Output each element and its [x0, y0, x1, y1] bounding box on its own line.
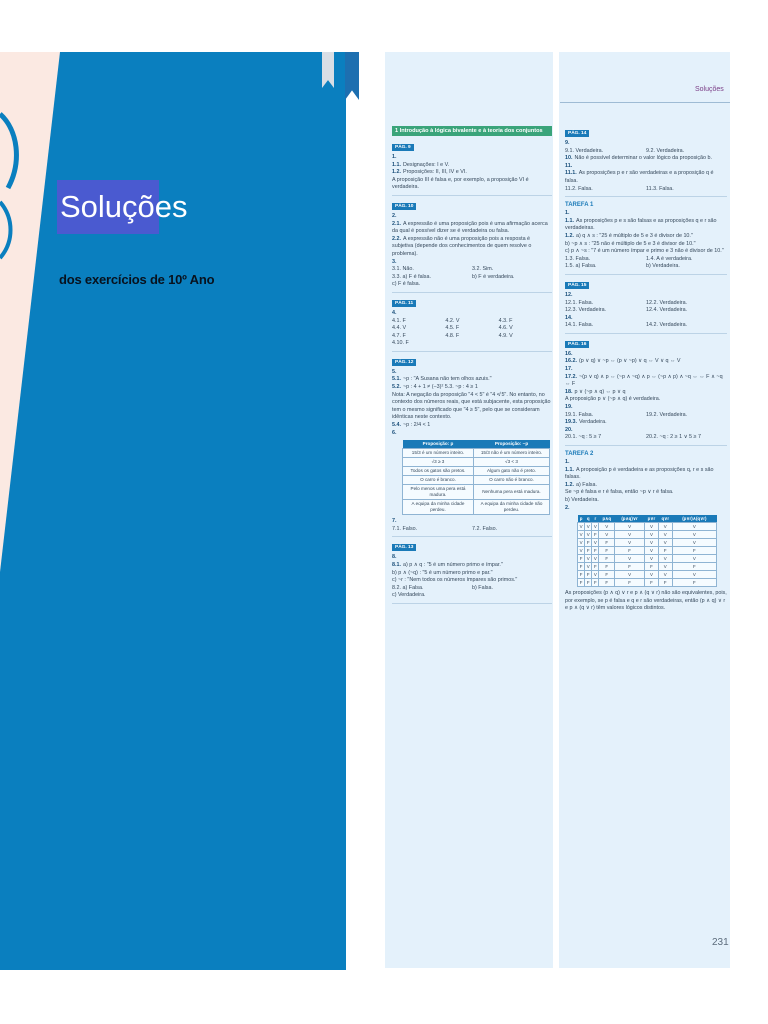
truth-table-cell: V: [615, 571, 645, 579]
answer-line: [565, 233, 727, 241]
answer-cell: 4.10. F: [392, 340, 409, 347]
answer-text: ~p : 2/4 < 1: [403, 422, 431, 429]
answer-text: A proposição p ∨ (~p ∧ q) é verdadeira.: [565, 396, 661, 403]
answer-number: 12.: [565, 291, 573, 298]
page-reference-tag: PÁG. 16: [565, 341, 589, 348]
answer-line: [565, 396, 727, 404]
answer-number: 11.1.: [565, 170, 577, 177]
answer-number: 11.: [565, 162, 573, 169]
answer-cell: 12.3. Verdadeira.: [565, 307, 607, 314]
answer-row: [392, 274, 552, 282]
answer-number: 18.: [565, 388, 573, 395]
bookmark-ribbon-right: [345, 52, 359, 100]
answer-row: [392, 325, 552, 333]
answer-number: 10.: [565, 155, 573, 162]
proposition-negation-table: [402, 440, 550, 515]
answer-line: [392, 236, 552, 259]
truth-table-cell: V: [592, 555, 599, 563]
truth-table-cell: F: [615, 579, 645, 587]
answer-line: [565, 427, 727, 435]
page-reference-tag: PÁG. 10: [392, 203, 416, 210]
answer-row: [565, 322, 727, 330]
truth-table-cell: V: [615, 523, 645, 531]
answer-row: [392, 526, 552, 534]
answer-line: [392, 177, 552, 192]
answer-cell: 20.1. ~q : 5 ≥ 7: [565, 434, 602, 441]
answer-number: 19.3.: [565, 419, 577, 426]
answer-cell: b) Falsa.: [472, 584, 493, 591]
truth-table-cell: F: [599, 555, 615, 563]
truth-table-cell: F: [672, 579, 716, 587]
truth-table-cell: V: [578, 539, 585, 547]
section-separator: [392, 351, 552, 352]
answer-line: [392, 259, 552, 267]
answer-number: 2.1.: [392, 220, 401, 227]
truth-table-cell: V: [658, 539, 672, 547]
table-cell: O carro é branco.: [403, 476, 474, 485]
truth-table-cell: F: [615, 547, 645, 555]
section-separator: [392, 195, 552, 196]
answer-cell: 12.4. Verdadeira.: [646, 307, 688, 314]
truth-table-header: q: [585, 515, 592, 523]
truth-table-cell: F: [592, 531, 599, 539]
truth-table-cell: V: [592, 571, 599, 579]
answer-cell: 7.2. Falso.: [472, 525, 498, 532]
answer-number: 17.2.: [565, 373, 577, 380]
answer-line: [392, 384, 552, 392]
answer-cell: c) Verdadeira.: [392, 592, 426, 599]
answer-text: a) p ∧ q : "5 é um número primo e ímpar.": [403, 562, 503, 568]
answer-line: [565, 210, 727, 218]
answer-number: 8.: [392, 554, 397, 561]
answer-number: 7.: [392, 518, 397, 525]
answer-cell: 1.4. A é verdadeira.: [646, 255, 693, 262]
truth-table-cell: V: [599, 531, 615, 539]
page-header-tag: Soluções: [695, 86, 724, 93]
truth-table-cell: F: [578, 555, 585, 563]
answer-line: [565, 218, 727, 233]
answer-text: As proposições p e s são falsas e as proposições q e r são verdadeiras.: [565, 217, 717, 232]
answer-text: a) q ∧ s : "25 é múltiplo de 5 e 3 é divisor de 10.": [576, 232, 693, 239]
solutions-column-right: [565, 126, 727, 613]
answer-number: 4.: [392, 309, 397, 316]
answer-line: [392, 518, 552, 526]
answer-row: [565, 148, 727, 156]
answer-row: [565, 263, 727, 271]
answer-number: 2.: [392, 212, 397, 219]
answer-cell: 4.7. F: [392, 332, 406, 339]
answer-text: c) p ∧ ~s : "7 é um número ímpar e primo e 3 não é divisor de 10.": [565, 248, 724, 255]
truth-table-cell: V: [615, 531, 645, 539]
answer-line: [565, 374, 727, 389]
answer-text: Proposições: II, III, IV e VI.: [403, 169, 467, 176]
answer-text: As proposições p e r são verdadeiras e a proposição q é falsa.: [565, 170, 714, 184]
answer-text: ~(p ∨ q) ∧ p ⇔ (~p ∧ ~q) ∧ p ⇔ (~p ∧ p) ∧ ~q ⇔ ⇔ F ∧ ~q ⇔ F: [565, 373, 723, 388]
table-cell: 15/3 é um número inteiro.: [403, 449, 474, 458]
table-header: Proposição: ~p: [473, 440, 549, 449]
answer-number: 16.2.: [565, 358, 577, 365]
answer-text: Nota: A negação da proposição "4 < 5" é "4 ≮ 5". No entanto, no contexto dos números reais, que está subjacente, esta proposição tem o mesmo significado que "4 ≥ 5", pelo que se consideram idênticas neste contexto.: [392, 391, 551, 421]
answer-row: [392, 592, 552, 600]
answer-number: 17.: [565, 366, 573, 373]
truth-table-cell: V: [645, 539, 659, 547]
table-cell: 15/3 não é um número inteiro.: [473, 449, 549, 458]
section-separator: [565, 274, 727, 275]
truth-table-cell: F: [615, 563, 645, 571]
answer-cell: [445, 340, 498, 348]
answer-line: [565, 358, 727, 366]
truth-table-cell: F: [585, 547, 592, 555]
truth-table-header: (p∧q)∨r: [615, 515, 645, 523]
answer-number: 1.1.: [565, 217, 574, 224]
answer-line: [392, 369, 552, 377]
truth-table-cell: F: [578, 579, 585, 587]
truth-table-cell: V: [658, 531, 672, 539]
answer-row: [565, 434, 727, 442]
answer-number: 5.: [392, 368, 397, 375]
answer-cell: c) F é falsa.: [392, 281, 421, 288]
cover-title: Soluções: [57, 180, 159, 234]
truth-table-cell: F: [599, 579, 615, 587]
answer-row: [565, 186, 727, 194]
answer-cell: 12.2. Verdadeira.: [646, 299, 688, 306]
answer-line: [565, 404, 727, 412]
answer-cell: 9.1. Verdadeira.: [565, 147, 604, 154]
truth-table-cell: V: [672, 531, 716, 539]
answer-cell: 4.3. F: [498, 317, 513, 324]
section-separator: [392, 536, 552, 537]
truth-table-cell: F: [645, 579, 659, 587]
answer-line: [565, 140, 727, 148]
truth-table-cell: V: [585, 531, 592, 539]
answer-line: [565, 241, 727, 249]
truth-table-header: (p∨r)∧(q∨r): [672, 515, 716, 523]
task-heading: TAREFA 1: [565, 202, 594, 209]
truth-table-header: p∨r: [645, 515, 659, 523]
answer-text: A expressão não é uma proposição pois a resposta é subjetiva (depende dos conhecimentos de quem resolve o problema).: [392, 235, 532, 257]
truth-table-cell: V: [585, 523, 592, 531]
truth-table-cell: V: [615, 539, 645, 547]
answer-text: b) p ∧ (~q) : "5 é um número primo e par.": [392, 569, 493, 576]
truth-table-cell: F: [592, 579, 599, 587]
task-heading: TAREFA 2: [565, 451, 594, 457]
answer-number: 1.: [565, 459, 570, 465]
page-reference-tag: PÁG. 12: [392, 359, 416, 366]
truth-table-cell: F: [672, 563, 716, 571]
answer-cell: 4.4. V: [392, 325, 407, 332]
table-cell: A equipa da minha cidade perdeu.: [403, 500, 474, 515]
answer-row: [392, 340, 552, 348]
truth-table-cell: V: [645, 523, 659, 531]
answer-line: [392, 162, 552, 170]
answer-line: [565, 170, 727, 185]
truth-table-cell: V: [615, 555, 645, 563]
answer-row: [565, 412, 727, 420]
truth-table: [577, 515, 717, 587]
answer-line: [565, 482, 727, 490]
answer-cell: b) Verdadeira.: [646, 263, 680, 270]
truth-table-cell: F: [599, 571, 615, 579]
answer-text: Verdadeira.: [579, 419, 607, 426]
answer-number: 20.: [565, 426, 573, 433]
page-reference-tag: PÁG. 9: [392, 144, 414, 151]
table-cell: A equipa da minha cidade não perdeu.: [473, 500, 549, 515]
answer-cell: 11.3. Falsa.: [646, 185, 674, 192]
answer-text: ~p : 4 + 1 ≠ (−3)² 5.3. ~p : 4 ≥ 1: [403, 384, 478, 391]
table-cell: Pelo menos uma pera está madura.: [403, 485, 474, 500]
answer-cell: 8.2. a) Falsa.: [392, 584, 424, 591]
truth-table-cell: V: [599, 523, 615, 531]
answer-line: [565, 389, 727, 397]
answer-text: a) Falsa.: [576, 481, 597, 488]
table-cell: Nenhuma pera está madura.: [473, 485, 549, 500]
truth-table-cell: V: [672, 523, 716, 531]
answer-cell: 3.1. Não.: [392, 266, 414, 273]
answer-cell: 1.3. Falsa.: [565, 255, 591, 262]
truth-table-cell: V: [578, 531, 585, 539]
answer-number: 9.: [565, 140, 570, 146]
solutions-column-left: [392, 126, 552, 607]
table-cell: O carro não é branco.: [473, 476, 549, 485]
truth-table-cell: F: [585, 579, 592, 587]
answer-text: b) Verdadeira.: [565, 496, 599, 503]
table-cell: Todos os gatos são pretos.: [403, 467, 474, 476]
answer-cell: 1.5. a) Falsa.: [565, 263, 597, 270]
answer-line: [392, 154, 552, 162]
answer-row: [392, 333, 552, 341]
truth-table-header: p: [578, 515, 585, 523]
answer-cell: 4.9. V: [498, 332, 513, 339]
answer-cell: 20.2. ~q : 2 ≥ 1 ∨ 5 ≥ 7: [646, 434, 701, 441]
answer-line: [565, 155, 727, 163]
answer-cell: 14.1. Falsa.: [565, 322, 594, 329]
answer-row: [392, 585, 552, 593]
answer-line: [565, 292, 727, 300]
answer-text: Designações: I e V.: [403, 161, 450, 168]
answer-line: [565, 459, 727, 467]
answer-number: 1.: [565, 210, 570, 217]
cover-subtitle: dos exercícios de 10º Ano: [59, 272, 215, 287]
truth-table-cell: V: [672, 539, 716, 547]
answer-cell: 19.1. Falsa.: [565, 411, 594, 418]
answer-line: [565, 315, 727, 323]
answer-cell: 4.8. F: [445, 332, 460, 339]
answer-row: [565, 300, 727, 308]
page-reference-tag: PÁG. 13: [392, 544, 416, 551]
answer-cell: [499, 340, 552, 348]
page-number: 231: [712, 937, 729, 948]
answer-text: A proposição III é falsa e, por exemplo, a proposição VI é verdadeira.: [392, 176, 529, 191]
closing-remark: As proposições (p ∧ q) ∨ r e p ∧ (q ∨ r) não são equivalentes, pois, por exemplo, se p é falsa e q e r são verdadeiras, então (p ∧ q) ∨ r e p ∧ (q ∨ r) têm valores lógicos distintos.: [565, 590, 727, 612]
section-separator: [392, 603, 552, 604]
answer-number: 1.1.: [565, 466, 574, 473]
truth-table-cell: F: [578, 571, 585, 579]
answer-number: 14.: [565, 314, 573, 321]
answer-row: [392, 281, 552, 289]
answer-cell: 3.3. a) F é falsa.: [392, 273, 431, 280]
answer-text: A expressão é uma proposição pois é uma afirmação acerca da qual é possível dizer se é verdadeira ou falsa.: [392, 220, 548, 235]
truth-table-cell: V: [672, 555, 716, 563]
answer-cell: 4.2. V: [445, 317, 460, 324]
answer-cell: 7.1. Falso.: [392, 525, 418, 532]
answer-number: 5.4.: [392, 422, 401, 429]
truth-table-cell: V: [585, 563, 592, 571]
truth-table-cell: F: [592, 547, 599, 555]
truth-table-cell: V: [645, 547, 659, 555]
answer-number: 6.: [392, 429, 397, 436]
table-cell: Algum gato não é preto.: [473, 467, 549, 476]
answer-line: [392, 422, 552, 430]
answer-cell: 12.1. Falsa.: [565, 299, 594, 306]
page-reference-tag: PÁG. 11: [392, 300, 416, 307]
truth-table-cell: V: [658, 555, 672, 563]
answer-number: 16.: [565, 350, 573, 357]
section-separator: [392, 292, 552, 293]
truth-table-cell: V: [592, 539, 599, 547]
answer-cell: b) F é verdadeira.: [472, 273, 515, 280]
table-cell: √3 < 3: [473, 458, 549, 467]
truth-table-cell: V: [578, 547, 585, 555]
column-divider: [553, 52, 559, 968]
truth-table-cell: F: [585, 539, 592, 547]
answer-text: ~p : "A Susana não tem olhos azuis.": [403, 376, 492, 383]
answer-line: [565, 351, 727, 359]
answer-line: [392, 392, 552, 422]
page-reference-tag: PÁG. 15: [565, 282, 589, 289]
truth-table-cell: F: [599, 539, 615, 547]
answer-line: [392, 376, 552, 384]
answer-number: 5.1.: [392, 376, 401, 383]
answer-line: [565, 163, 727, 171]
answer-cell: [472, 281, 552, 289]
section-separator: [565, 445, 727, 446]
answer-number: 1.1.: [392, 161, 401, 168]
truth-table-cell: V: [645, 571, 659, 579]
answer-row: [392, 266, 552, 274]
answer-row: [565, 307, 727, 315]
table-cell: √3 ≥ 3: [403, 458, 474, 467]
answer-line: [565, 419, 727, 427]
answer-line: [392, 310, 552, 318]
truth-table-header: p∧q: [599, 515, 615, 523]
truth-table-cell: F: [658, 547, 672, 555]
truth-table-header: q∨r: [658, 515, 672, 523]
section-separator: [565, 333, 727, 334]
truth-table-cell: V: [658, 523, 672, 531]
answer-line: [565, 505, 727, 513]
answer-number: 2.: [565, 504, 570, 511]
truth-table-cell: F: [672, 547, 716, 555]
truth-table-cell: V: [585, 555, 592, 563]
answer-line: [565, 497, 727, 505]
answer-cell: 4.5. F: [445, 325, 460, 332]
answer-number: 8.1.: [392, 562, 401, 568]
truth-table-cell: V: [592, 523, 599, 531]
answer-text: Se ~p é falsa e r é falsa, então ~p ∨ r é falsa.: [565, 489, 674, 496]
answer-line: [565, 489, 727, 497]
answer-text: p ∨ (~p ∧ q) ⇔ p ∨ q: [574, 388, 626, 395]
answer-cell: 11.2. Falsa.: [565, 185, 593, 192]
truth-table-cell: V: [578, 523, 585, 531]
answer-text: A proposição p é verdadeira e as proposições q, r e s são falsas.: [565, 466, 714, 481]
answer-line: [565, 366, 727, 374]
answer-number: 2.2.: [392, 235, 401, 242]
truth-table-cell: V: [658, 571, 672, 579]
answer-cell: 4.6. V: [498, 325, 513, 332]
truth-table-cell: F: [645, 563, 659, 571]
answer-line: [392, 554, 552, 562]
answer-row: [392, 318, 552, 326]
page-reference-tag: PÁG. 14: [565, 130, 589, 137]
answer-line: [392, 570, 552, 578]
truth-table-cell: F: [599, 547, 615, 555]
answer-cell: [472, 592, 552, 600]
header-rule: [560, 102, 730, 103]
chapter-banner: 1 Introdução à lógica bivalente e à teoria dos conjuntos: [392, 126, 552, 136]
answer-number: 5.2.: [392, 384, 401, 391]
truth-table-header: r: [592, 515, 599, 523]
answer-text: c) ~r : "Nem todos os números ímpares são primos.": [392, 577, 518, 584]
truth-table-cell: F: [578, 563, 585, 571]
truth-table-cell: V: [645, 531, 659, 539]
answer-line: [392, 169, 552, 177]
truth-table-cell: F: [592, 563, 599, 571]
answer-line: [392, 562, 552, 570]
section-separator: [565, 196, 727, 197]
truth-table-cell: V: [672, 571, 716, 579]
truth-table-cell: F: [585, 571, 592, 579]
answer-cell: 3.2. Sim.: [472, 266, 494, 273]
answer-cell: 19.2. Verdadeira.: [646, 411, 688, 418]
answer-text: (p ∨ q) ∨ ~p ⇔ (p ∨ ~p) ∨ q ⇔ V ∨ q ⇔ V: [579, 358, 681, 365]
truth-table-cell: V: [658, 563, 672, 571]
truth-table-cell: F: [599, 563, 615, 571]
answer-line: [565, 248, 727, 256]
answer-number: 19.: [565, 404, 573, 411]
answer-text: Não é possível determinar o valor lógico da proposição b.: [574, 155, 713, 162]
answer-cell: 9.2. Verdadeira.: [646, 147, 685, 154]
answer-number: 1.2.: [565, 481, 574, 488]
truth-table-cell: F: [658, 579, 672, 587]
answer-line: [392, 221, 552, 236]
answer-line: [392, 213, 552, 221]
answer-cell: 14.2. Verdadeira.: [646, 322, 688, 329]
truth-table-cell: V: [645, 555, 659, 563]
answer-line: [565, 467, 727, 482]
answer-number: 1.2.: [392, 169, 401, 176]
answer-number: 3.: [392, 258, 397, 265]
table-header: Proposição: p: [403, 440, 474, 449]
answer-row: [565, 256, 727, 264]
answer-number: 1.: [392, 154, 397, 160]
answer-number: 1.2.: [565, 232, 574, 239]
answer-line: [392, 577, 552, 585]
answer-cell: 4.1. F: [392, 317, 406, 324]
answer-line: [392, 430, 552, 438]
answer-text: b) ~p ∧ s : "25 não é múltiplo de 5 e 3 é divisor de 10.": [565, 240, 696, 247]
